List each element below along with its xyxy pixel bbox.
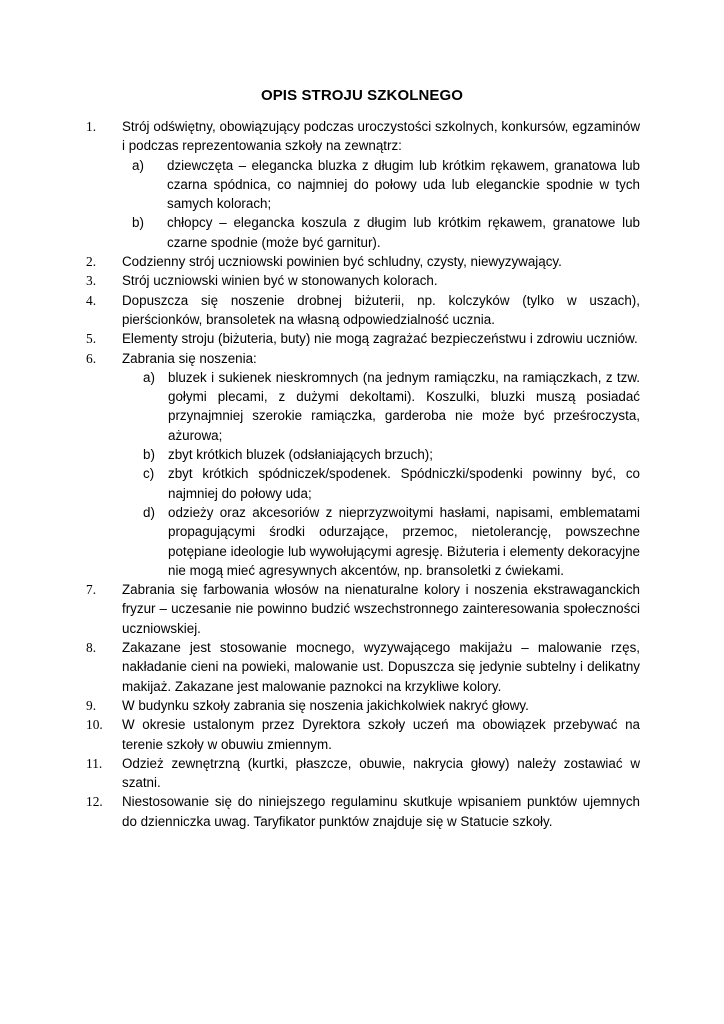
item-text: Elementy stroju (biżuteria, buty) nie mogą zagrażać bezpieczeństwu i zdrowiu uczniów. (122, 331, 638, 347)
item-text: W budynku szkoły zabrania się noszenia jakichkolwiek nakryć głowy. (122, 697, 529, 713)
sub-item-letter: b) (143, 447, 155, 463)
list-item (86, 252, 640, 271)
item-text: Dopuszcza się noszenie drobnej biżuterii, np. kolczyków (tylko w uszach), pierścionków, bransoletek na własną odpowiedzialność ucznia. (122, 292, 640, 327)
item-number: 6. (86, 350, 97, 366)
list-item (86, 696, 640, 715)
item-number: 10. (86, 717, 103, 733)
list-item (86, 792, 640, 831)
sub-item-text: zbyt krótkich spódniczek/spodenek. Spódniczki/spodenki powinny być, co najmniej do połowy uda; (168, 466, 640, 501)
item-number: 11. (86, 755, 103, 771)
sub-item-text: chłopcy – elegancka koszula z długim lub krótkim rękawem, granatowe lub czarne spodnie (może być garnitur). (167, 215, 640, 250)
list-item (86, 638, 640, 696)
page-title: OPIS STROJU SZKOLNEGO (260, 87, 464, 104)
item-number: 8. (86, 640, 97, 656)
sub-item-letter: a) (132, 157, 144, 173)
item-text: Zabrania się farbowania włosów na nienaturalne kolory i noszenia ekstrawaganckich fryzur – uczesanie nie powinno budzić wszechstronnego zainteresowania społeczności uczniowskiej. (122, 582, 640, 636)
sub-list (122, 156, 640, 252)
sub-list-item (132, 213, 640, 252)
item-text: Strój uczniowski winien być w stonowanych kolorach. (122, 273, 438, 289)
item-text: W okresie ustalonym przez Dyrektora szkoły uczeń ma obowiązek przebywać na terenie szkoły w obuwiu zmiennym. (122, 717, 640, 752)
item-text: Strój odświętny, obowiązujący podczas uroczystości szkolnych, konkursów, egzaminów i podczas reprezentowania szkoły na zewnątrz: (122, 119, 640, 154)
item-number: 12. (86, 794, 103, 810)
sub-item-letter: a) (143, 369, 155, 385)
sub-item-text: zbyt krótkich bluzek (odsłaniających brzuch); (168, 447, 433, 463)
list-item (86, 117, 640, 252)
sub-list-item (143, 368, 640, 445)
list-item (86, 580, 640, 638)
sub-item-text: dziewczęta – elegancka bluzka z długim lub krótkim rękawem, granatowa lub czarna spódnica, co najmniej do połowy uda lub eleganckie spodnie w tych samych kolorach; (167, 157, 640, 212)
sub-list (122, 368, 640, 580)
list-item (86, 271, 640, 290)
item-number: 3. (86, 273, 97, 289)
item-number: 7. (86, 582, 97, 598)
sub-item-letter: d) (143, 504, 155, 520)
item-number: 5. (86, 331, 97, 347)
item-number: 4. (86, 292, 97, 308)
item-text: Niestosowanie się do niniejszego regulaminu skutkuje wpisaniem punktów ujemnych do dzienniczka uwag. Taryfikator punktów znajduje się w Statucie szkoły. (122, 794, 640, 829)
list-item (86, 754, 640, 793)
sub-item-letter: c) (143, 466, 155, 482)
item-text: Zabrania się noszenia: (122, 350, 257, 366)
list-item (86, 349, 640, 581)
item-number: 9. (86, 697, 97, 713)
list-item (86, 329, 640, 348)
sub-list-item (143, 464, 640, 503)
item-number: 1. (86, 119, 97, 134)
list-item (86, 715, 640, 754)
sub-list-item (143, 503, 640, 580)
item-text: Codzienny strój uczniowski powinien być schludny, czysty, niewyzywający. (122, 254, 562, 270)
sub-item-text: bluzek i sukienek nieskromnych (na jednym ramiączku, na ramiączkach, z tzw. gołymi plecami, z dużymi dekoltami). Koszulki, bluzki muszą posiadać przynajmniej szerokie ramiączka, garderoba nie może być prześroczysta, ażurowa; (168, 369, 640, 443)
item-number: 2. (86, 254, 97, 270)
rules-list (86, 117, 640, 831)
sub-item-text: odzieży oraz akcesoriów z nieprzyzwoitymi hasłami, napisami, emblematami propagującymi środki odurzające, przemoc, nietolerancję, powszechne potępiane ideologie lub wywołującymi agresję. Biżuteria i elementy dekoracyjne nie mogą mieć agresywnych akcentów, np. bransoletki z ćwiekami. (168, 504, 640, 578)
list-item (86, 291, 640, 330)
sub-item-letter: b) (132, 215, 144, 231)
item-text: Zakazane jest stosowanie mocnego, wyzywającego makijażu – malowanie rzęs, nakładanie cieni na powieki, malowanie ust. Dopuszcza się jedynie subtelny i delikatny makijaż. Zakazane jest malowanie paznokci na krzykliwe kolory. (122, 640, 640, 694)
sub-list-item (132, 156, 640, 214)
item-text: Odzież zewnętrzną (kurtki, płaszcze, obuwie, nakrycia głowy) należy zostawiać w szatni. (122, 755, 640, 791)
sub-list-item (143, 445, 640, 464)
